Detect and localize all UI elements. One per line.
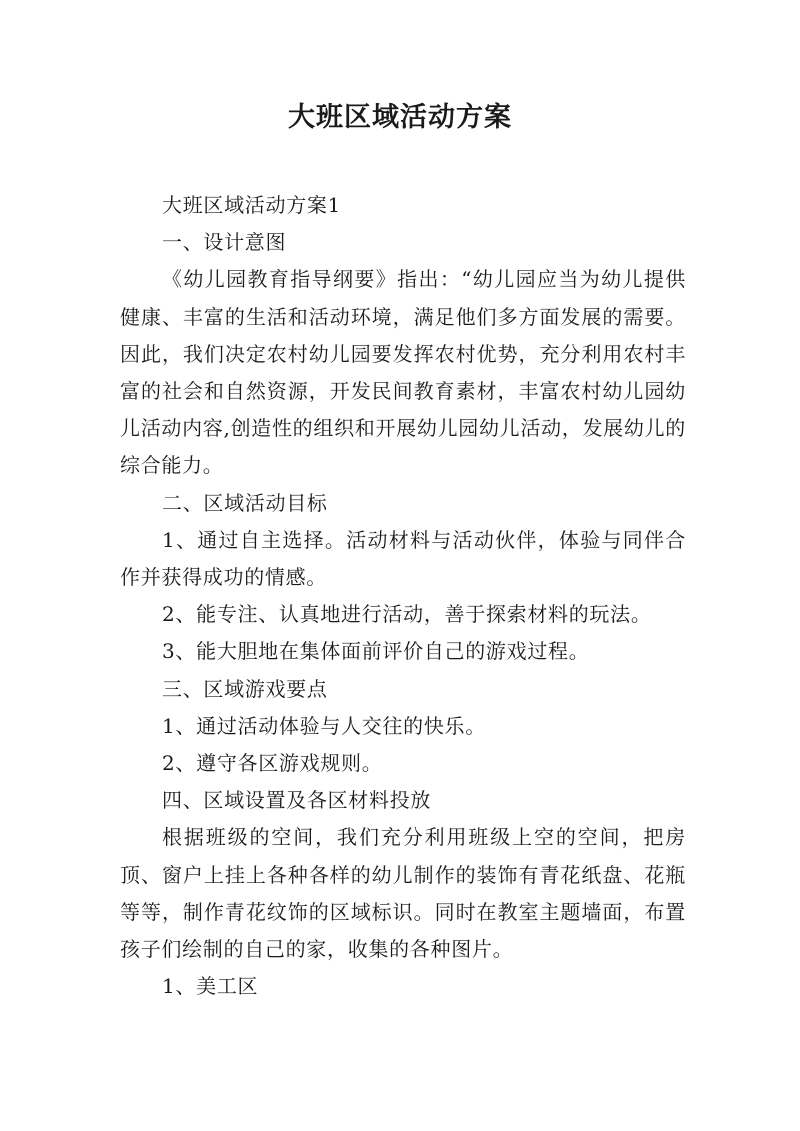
paragraph-area-setup: 根据班级的空间，我们充分利用班级上空的空间，把房顶、窗户上挂上各种各样的幼儿制作的装饰有青花纸盘、花瓶等等，制作青花纹饰的区域标识。同时在教室主题墙面，布置孩子们绘制的自己的家，收集的各种图片。 — [120, 825, 686, 962]
section-heading-activity-goals: 二、区域活动目标 — [162, 490, 328, 515]
game-point-item-1: 1、通过活动体验与人交往的快乐。 — [162, 713, 486, 738]
game-point-item-2: 2、遵守各区游戏规则。 — [162, 751, 383, 776]
document-title: 大班区域活动方案 — [288, 102, 512, 133]
section-heading-design-intent: 一、设计意图 — [162, 230, 287, 255]
section-heading-game-points: 三、区域游戏要点 — [162, 676, 328, 701]
section-heading-area-setup: 四、区域设置及各区材料投放 — [162, 788, 432, 813]
subheading-art-area: 1、美工区 — [162, 974, 259, 999]
goal-item-2: 2、能专注、认真地进行活动，善于探索材料的玩法。 — [162, 602, 652, 627]
goal-item-3: 3、能大胆地在集体面前评价自己的游戏过程。 — [162, 639, 590, 664]
paragraph-design-intent: 《幼儿园教育指导纲要》指出：“幼儿园应当为幼儿提供健康、丰富的生活和活动环境，满足他们多方面发展的需要。因此，我们决定农村幼儿园要发挥农村优势，充分利用农村丰富的社会和自然资源，开发民间教育素材，丰富农村幼儿园幼儿活动内容,创造性的组织和开展幼儿园幼儿活动，发展幼儿的综合能力。 — [120, 267, 686, 478]
section-heading-plan-1: 大班区域活动方案1 — [162, 193, 342, 217]
goal-item-1: 1、通过自主选择。活动材料与活动伙伴，体验与同伴合作并获得成功的情感。 — [120, 527, 686, 590]
document-body — [120, 187, 686, 1005]
